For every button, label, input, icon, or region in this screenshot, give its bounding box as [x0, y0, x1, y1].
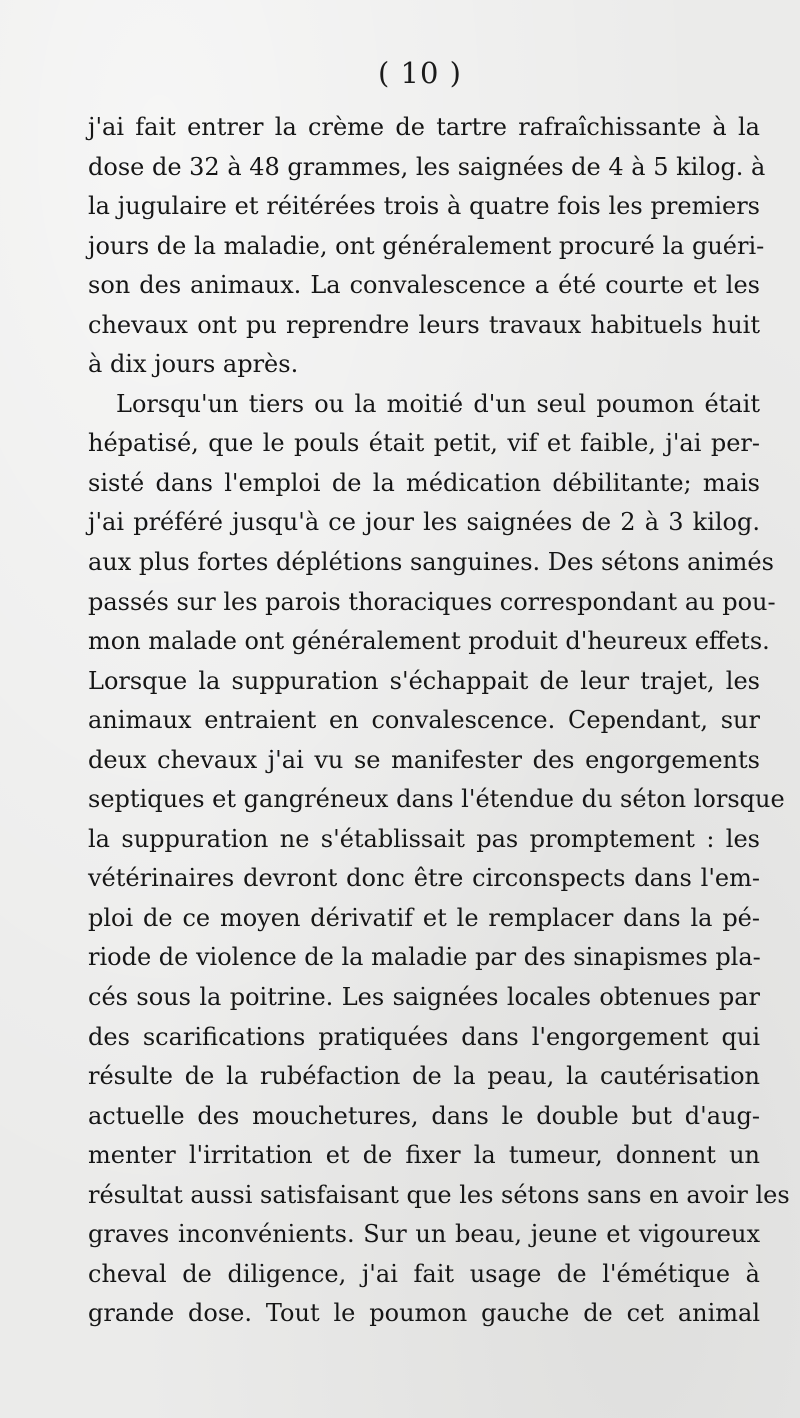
text-line: animaux entraient en convalescence. Cependant, sur	[88, 706, 760, 735]
text-line: à dix jours après.	[88, 350, 299, 379]
text-line: passés sur les parois thoraciques correspondant au pou-	[88, 587, 776, 616]
text-line: Lorsque la suppuration s'échappait de leur trajet, les	[88, 666, 760, 695]
text-line: mon malade ont généralement produit d'heureux effets.	[88, 627, 770, 656]
text-line: cés sous la poitrine. Les saignées locales obtenues par	[88, 983, 760, 1012]
text-line: résulte de la rubéfaction de la peau, la cautérisation	[88, 1062, 760, 1091]
text-line: résultat aussi satisfaisant que les sétons sans en avoir les	[88, 1180, 790, 1209]
text-line: chevaux ont pu reprendre leurs travaux habituels huit	[88, 310, 760, 339]
text-line: grande dose. Tout le poumon gauche de cet animal	[88, 1299, 760, 1328]
text-line: sisté dans l'emploi de la médication débilitante; mais	[88, 468, 760, 497]
text-line: deux chevaux j'ai vu se manifester des engorgements	[88, 745, 760, 774]
text-line: la suppuration ne s'établissait pas promptement : les	[88, 824, 760, 853]
text-line: vétérinaires devront donc être circonspects dans l'em-	[88, 864, 760, 893]
text-line: menter l'irritation et de fixer la tumeur, donnent un	[88, 1141, 760, 1170]
text-line: cheval de diligence, j'ai fait usage de l'émétique à	[88, 1259, 760, 1288]
text-line: la jugulaire et réitérées trois à quatre fois les premiers	[88, 192, 760, 221]
text-line: jours de la maladie, ont généralement procuré la guéri-	[88, 231, 765, 260]
text-line: son des animaux. La convalescence a été courte et les	[88, 271, 760, 300]
text-line: graves inconvénients. Sur un beau, jeune et vigoureux	[88, 1220, 760, 1249]
page-number: ( 10 )	[378, 56, 462, 90]
text-line: septiques et gangréneux dans l'étendue du séton lorsque	[88, 785, 785, 814]
text-line: j'ai préféré jusqu'à ce jour les saignées de 2 à 3 kilog.	[88, 508, 760, 537]
text-line: actuelle des mouchetures, dans le double but d'aug-	[88, 1101, 760, 1130]
text-line: des scarifications pratiquées dans l'engorgement qui	[88, 1022, 760, 1051]
text-line: hépatisé, que le pouls était petit, vif et faible, j'ai per-	[88, 429, 760, 458]
text-line: Lorsqu'un tiers ou la moitié d'un seul poumon était	[116, 389, 760, 418]
text-line: j'ai fait entrer la crème de tartre rafraîchissante à la	[88, 113, 760, 141]
text-line: ploi de ce moyen dérivatif et le remplacer dans la pé-	[88, 903, 760, 932]
body-text	[88, 108, 790, 1334]
text-line: riode de violence de la maladie par des sinapismes pla-	[88, 943, 761, 972]
text-line: aux plus fortes déplétions sanguines. Des sétons animés	[88, 548, 774, 577]
text-line: dose de 32 à 48 grammes, les saignées de 4 à 5 kilog. à	[88, 152, 766, 181]
